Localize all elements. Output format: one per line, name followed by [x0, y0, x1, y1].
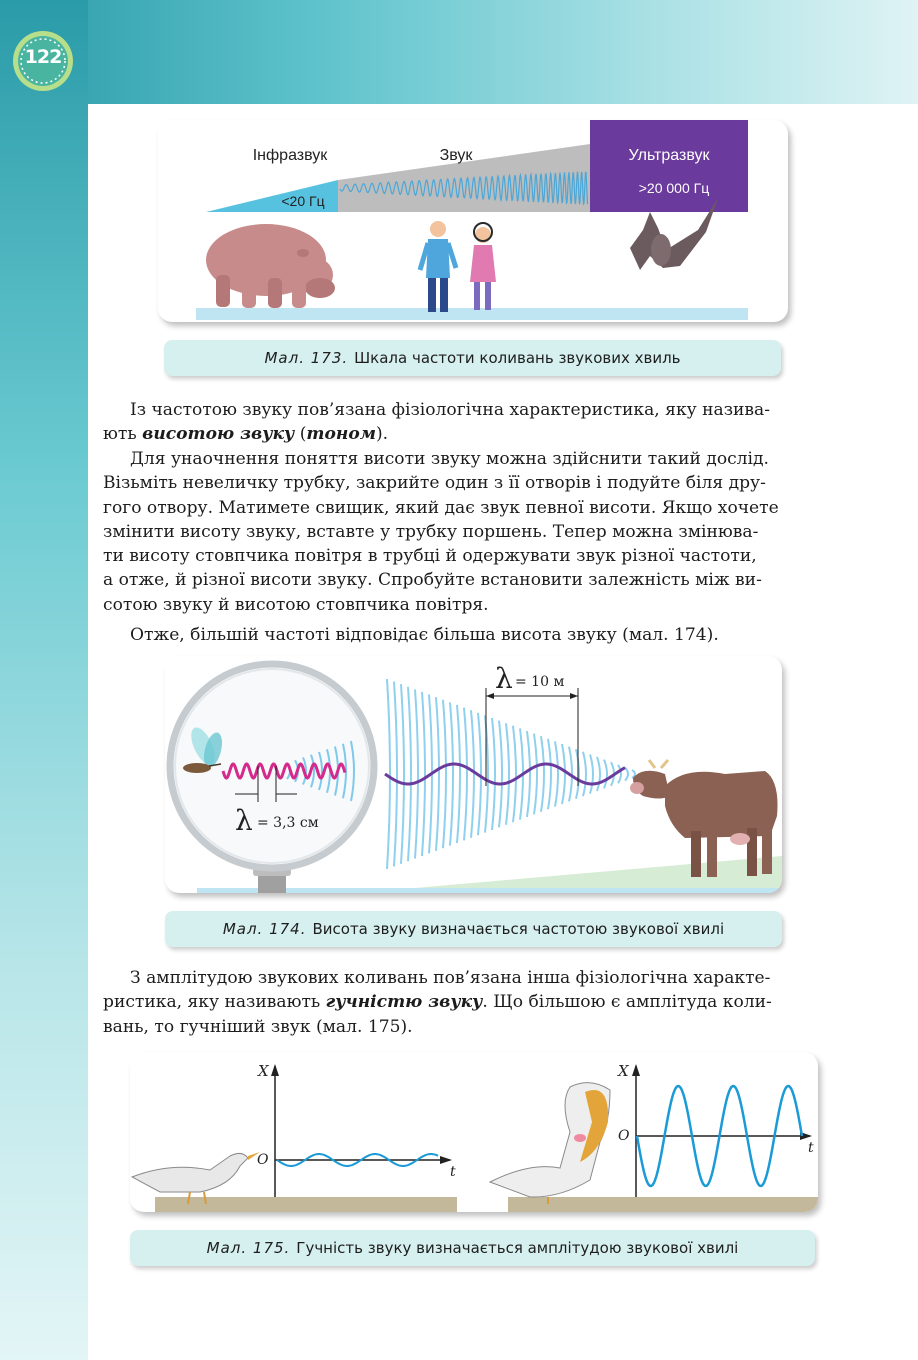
wavefront-arc [534, 734, 537, 815]
left-axis-x-label: X [258, 1062, 269, 1080]
figure-173-caption [164, 340, 781, 376]
paragraph-experiment-line: а отже, й різної висоти звуку. Спробуйте встановити залежність між ви- [103, 570, 762, 591]
wavefront-arc [499, 721, 502, 828]
text-run: ють [103, 424, 143, 445]
term-pitch: висотою звуку [142, 424, 295, 445]
wavefront-arc [597, 757, 600, 791]
wavefront-arc [506, 723, 509, 825]
arrow-head [632, 1064, 640, 1076]
ground-slope [415, 856, 782, 893]
wavefront-arc [541, 736, 544, 812]
paragraph-loudness-line-1: З амплітудою звукових коливань пов’язана інша фізіологічна характе- [130, 968, 771, 988]
figure-175-caption-text: Гучність звуку визначається амплітудою звукової хвилі [296, 1239, 739, 1257]
wavefront-arc [436, 697, 439, 851]
left-axis-t-label: t [450, 1164, 456, 1180]
term-tone: тоном [306, 424, 376, 445]
wavefront-arc [583, 752, 586, 796]
wavefront-arc [401, 684, 404, 864]
lambda-small-symbol: λ [235, 804, 253, 837]
text-run: ). [376, 424, 389, 445]
wavefront-arc [408, 687, 411, 861]
paragraph-loudness-line-3: вань, то гучніший звук (мал. 175). [103, 1016, 413, 1037]
paragraph-pitch-line-1: Із частотою звуку пов’язана фізіологічна характеристика, яку назива- [130, 400, 771, 420]
figure-174-pitch-frequency [165, 656, 782, 893]
wavefront-arc [555, 741, 558, 806]
paragraph-pitch-definition [103, 398, 847, 447]
small-bird-illustration [132, 1152, 260, 1204]
loud-bird-illustration [490, 1083, 610, 1204]
ground-strip [196, 308, 748, 320]
wavefront-arc [618, 765, 621, 783]
figure-174-caption [165, 911, 782, 947]
figure-174-caption-label: Мал. 174. [222, 920, 307, 938]
figure-175-caption-label: Мал. 175. [206, 1239, 291, 1257]
text-run: ристика, яку називають [103, 992, 326, 1013]
wavefront-arc [604, 760, 607, 789]
header-background [0, 0, 918, 110]
paragraph-loudness [103, 966, 847, 1039]
right-origin-label: O [618, 1128, 630, 1144]
paragraph-pitch-line-2 [103, 422, 847, 446]
wavefront-arc [548, 739, 551, 809]
wavefront-arc [527, 731, 530, 817]
arrow-head [271, 1064, 279, 1076]
ultrasound-band [590, 120, 748, 212]
page-number: 122 [24, 46, 62, 68]
wavefront-arc [457, 705, 460, 843]
sound-label: Звук [439, 147, 473, 164]
wavefront-arc [415, 689, 418, 858]
paragraph-conclusion [103, 623, 847, 647]
large-wavefronts [387, 679, 635, 869]
paragraph-loudness-line-2 [103, 990, 847, 1014]
wavefront-arc [443, 700, 446, 848]
paragraph-experiment-line: Для унаочнення поняття висоти звуку можна здійснити такий дослід. [130, 449, 769, 469]
wavefront-arc [471, 710, 474, 838]
text-run: ( [294, 424, 307, 445]
term-loudness: гучністю звуку [325, 992, 483, 1013]
paragraph-experiment-line: ти висоту стовпчика повітря в трубці й одержувати звук різної частоти, [103, 546, 757, 567]
paragraph-experiment-line: гого отвору. Матимете свищик, який дає звук певної висоти. Якщо хочете [103, 497, 779, 518]
arrow-head [486, 693, 494, 699]
paragraph-conclusion-line: Отже, більшій частоті відповідає більша висота звуку (мал. 174). [130, 625, 719, 645]
ultrasound-label: Ультразвук [628, 147, 710, 164]
figure-175-loudness-amplitude [130, 1052, 818, 1212]
figure-173-frequency-scale [158, 120, 788, 322]
lambda-large-symbol: λ [495, 662, 513, 695]
lambda-large-value: = 10 м [515, 674, 565, 690]
left-origin-label: O [257, 1152, 269, 1168]
long-wave-graph [385, 764, 625, 784]
figure-173-caption-label: Мал. 173. [264, 349, 349, 367]
wavefront-arc [625, 767, 628, 780]
paragraph-experiment-line: змінити висоту звуку, вставте у трубку поршень. Тепер можна змінюва- [103, 521, 759, 542]
wavefront-arc [590, 754, 593, 793]
wavefront-arc [492, 718, 495, 830]
figure-175-caption [130, 1230, 815, 1266]
paragraph-experiment-line: сотою звуку й висотою стовпчика повітря. [103, 594, 489, 615]
people-illustration [420, 221, 496, 312]
ground-right [508, 1197, 818, 1212]
magnifier-illustration [170, 664, 374, 893]
cow-illustration [630, 760, 778, 877]
wavefront-arc [422, 692, 425, 856]
infrasound-label: Інфразвук [252, 147, 328, 164]
arrow-head [570, 693, 578, 699]
wavefront-arc [450, 702, 453, 845]
hippo-illustration [206, 224, 335, 308]
figure-174-caption-text: Висота звуку визначається частотою звукової хвилі [312, 920, 725, 938]
infrasound-frequency: <20 Гц [281, 193, 325, 209]
right-axis-t-label: t [808, 1140, 814, 1156]
wavefront-arc [464, 708, 467, 841]
side-background [0, 0, 88, 1360]
ultrasound-frequency: >20 000 Гц [638, 180, 710, 196]
wavefront-arc [394, 682, 397, 867]
figure-173-caption-text: Шкала частоти коливань звукових хвиль [354, 349, 681, 367]
text-run: . Що більшою є амплітуда коли- [482, 992, 772, 1013]
lambda-small-value: = 3,3 см [257, 815, 319, 831]
ground-left [155, 1197, 457, 1212]
paragraph-experiment [103, 447, 847, 617]
paragraph-experiment-line: Візьміть невеличку трубку, закрийте один з її отворів і подуйте біля дру- [103, 473, 766, 494]
wavefront-arc [513, 726, 516, 822]
wavefront-arc [562, 744, 565, 804]
right-axis-x-label: X [618, 1062, 629, 1080]
arrow-head [440, 1156, 452, 1164]
